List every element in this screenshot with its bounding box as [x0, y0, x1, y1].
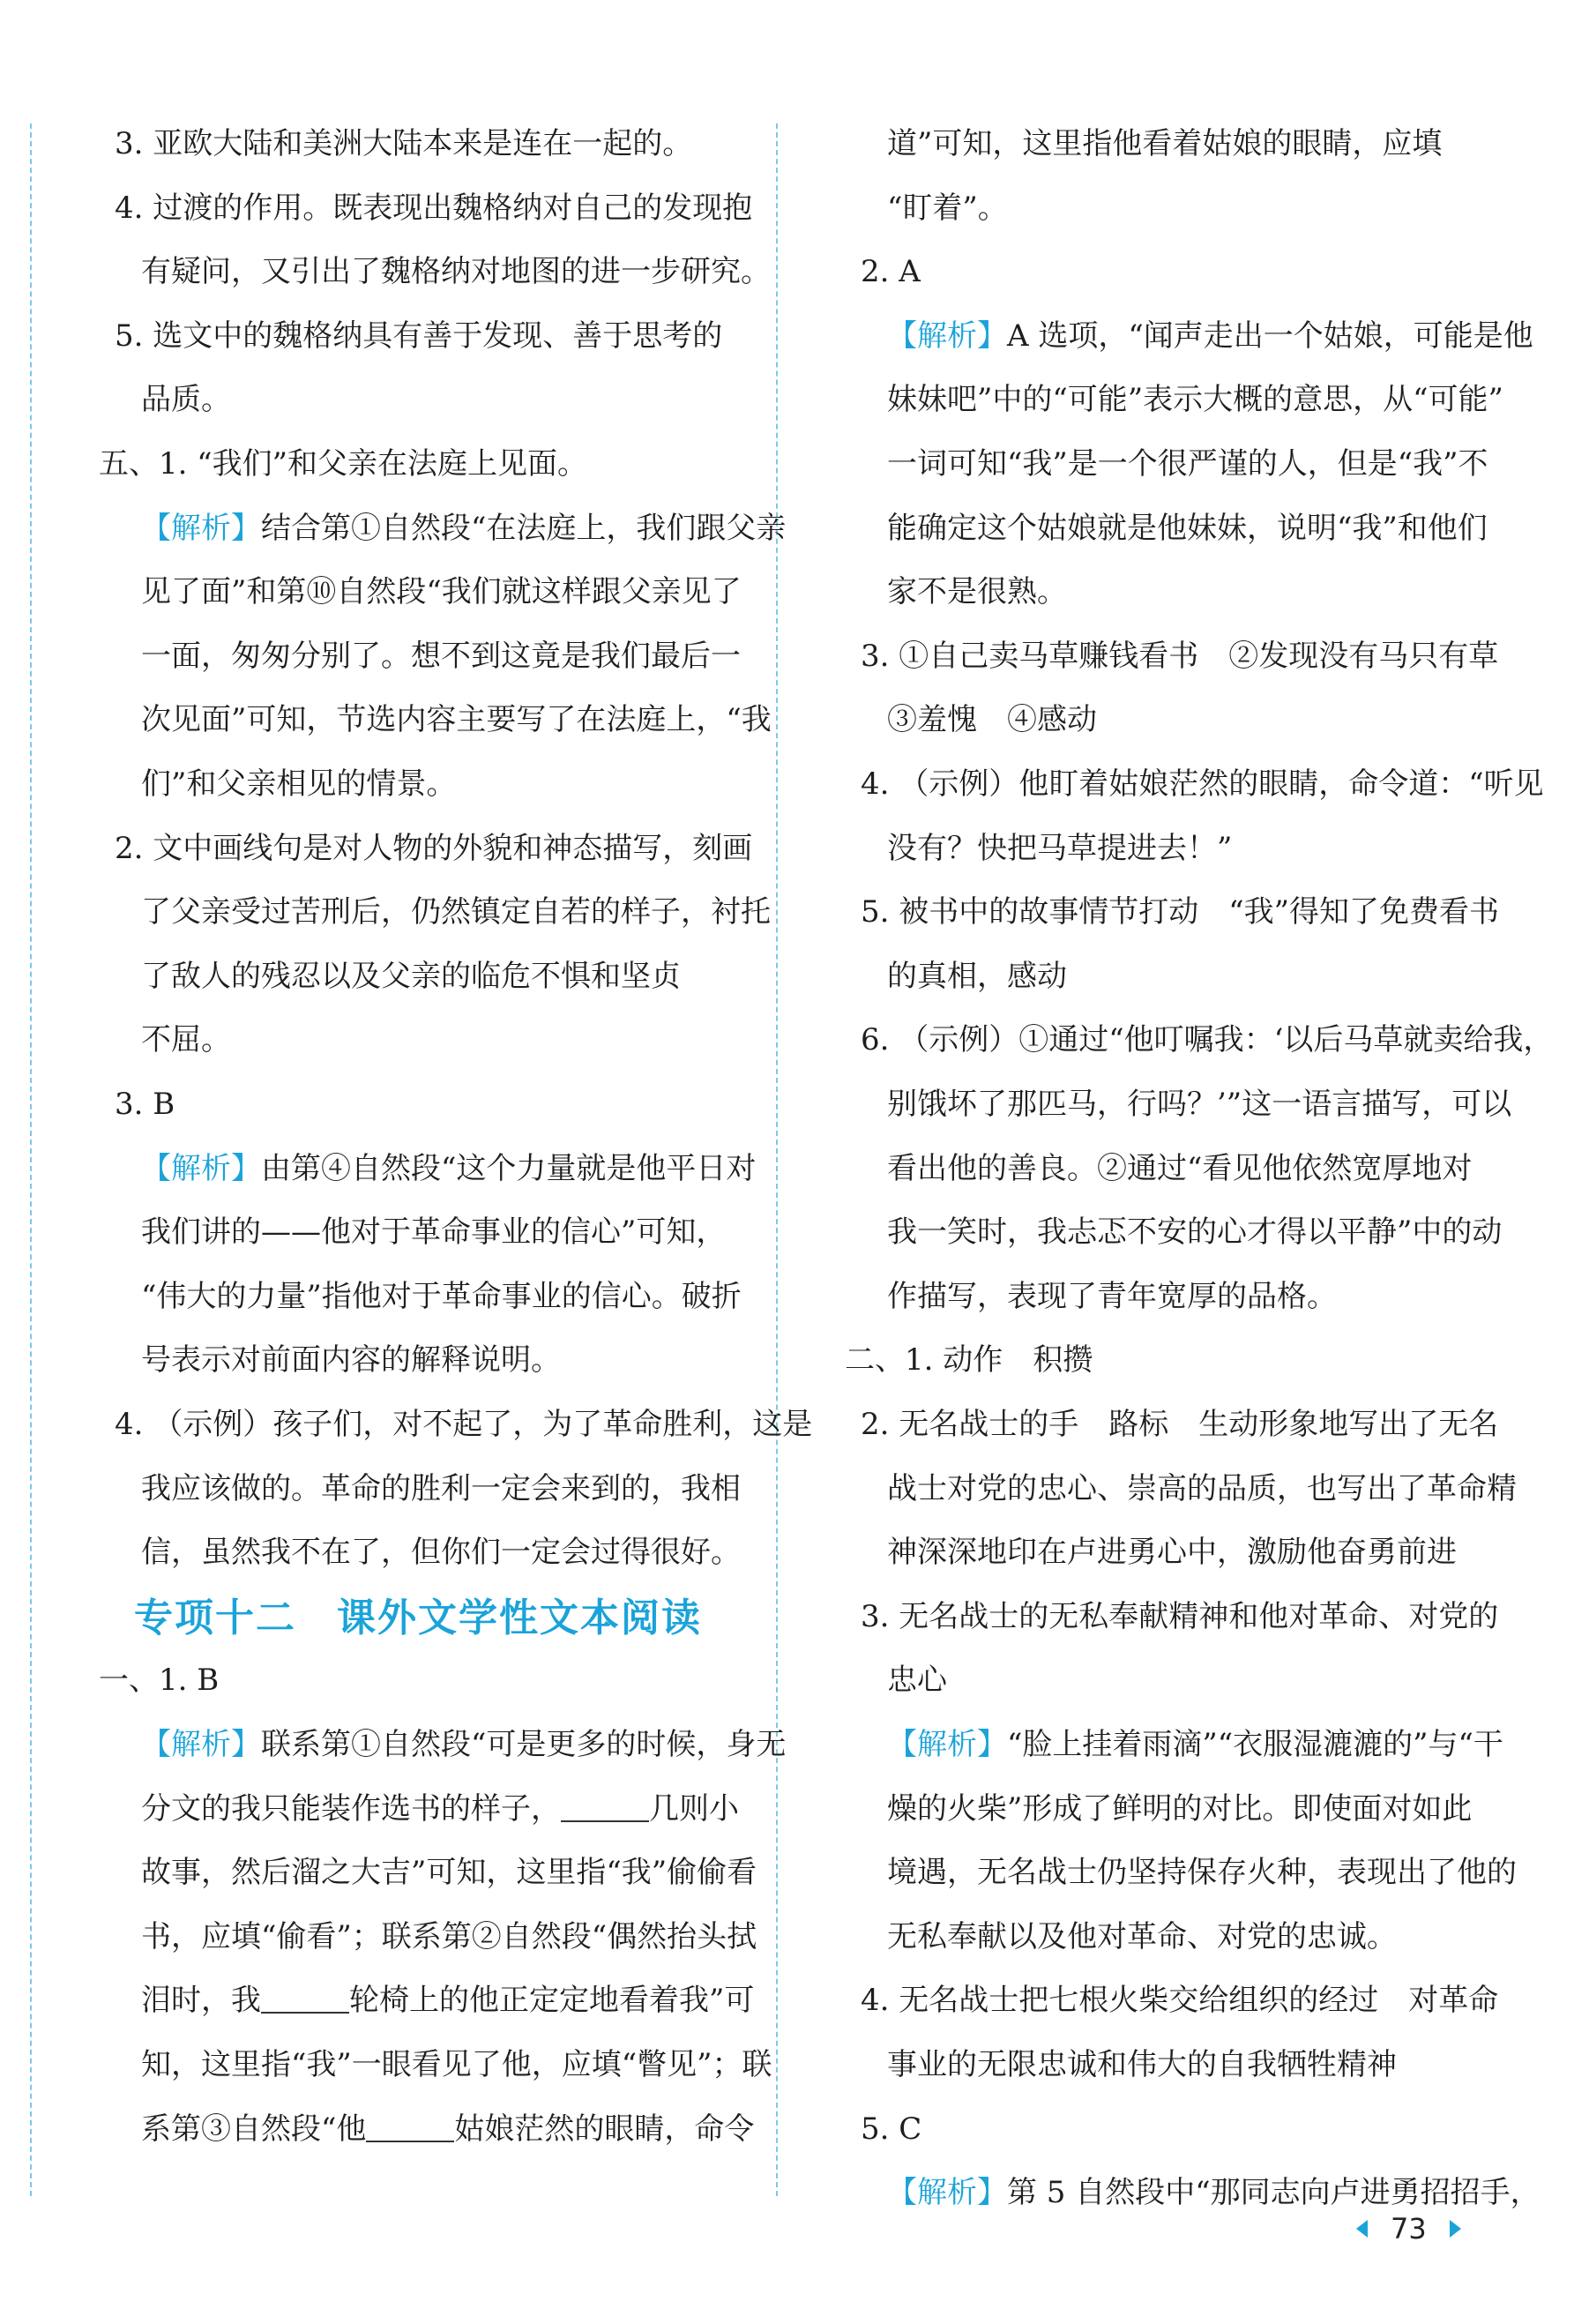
line-text: 见了面”和第⑩自然段“我们就这样跟父亲见了 — [141, 574, 742, 610]
line-text: 能确定这个姑娘就是他妹妹，说明“我”和他们 — [887, 510, 1488, 546]
line-text: 燥的火柴”形成了鲜明的对比。即使面对如此 — [887, 1790, 1473, 1827]
answer-line — [141, 2036, 772, 2094]
line-text-after-blank: 姑娘茫然的眼睛，命令 — [454, 2111, 755, 2147]
answer-line — [887, 947, 1067, 1005]
answer-line — [887, 115, 1442, 173]
answer-line — [141, 1908, 757, 1966]
answer-line — [887, 1075, 1511, 1133]
answer-line — [887, 1908, 1397, 1966]
answer-line — [115, 179, 752, 237]
analysis-tag: 【解析】 — [141, 510, 261, 546]
answer-line — [887, 1523, 1457, 1581]
line-text: 3. ①自己卖马草赚钱看书 ②发现没有马只有草 — [861, 638, 1499, 674]
line-text: 6. （示例）①通过“他叮嘱我：‘以后马草就卖给我， — [861, 1022, 1554, 1058]
answer-line — [887, 819, 1232, 878]
line-text: 分文的我只能装作选书的样子， — [141, 1790, 561, 1827]
section-heading — [134, 1589, 702, 1648]
answer-line — [141, 1523, 741, 1581]
left-margin-dashed-line — [30, 123, 32, 2196]
answer-line — [115, 115, 692, 173]
answer-line — [887, 499, 1488, 557]
line-text: 4. 过渡的作用。既表现出魏格纳对自己的发现抱 — [115, 190, 753, 226]
page-footer — [1356, 2207, 1461, 2251]
answer-line — [141, 1203, 726, 1261]
answer-line — [115, 307, 722, 365]
line-text: 别饿坏了那匹马，行吗？’”这一语言描写，可以 — [887, 1087, 1512, 1122]
line-text: 我应该做的。革命的胜利一定会来到的，我相 — [141, 1470, 741, 1506]
line-text: 5. C — [861, 2111, 922, 2147]
answer-line — [861, 883, 1499, 941]
answer-line — [115, 1395, 812, 1453]
line-text: 联系第①自然段“可是更多的时候，身无 — [261, 1727, 787, 1762]
answer-line — [861, 1588, 1498, 1646]
answer-line — [141, 947, 681, 1005]
line-text: 的真相，感动 — [887, 958, 1067, 994]
line-text-after-blank: 几则小 — [649, 1790, 739, 1827]
line-text: 5. 被书中的故事情节打动 “我”得知了免费看书 — [861, 894, 1500, 930]
line-text: 一面，匆匆分别了。想不到这竟是我们最后一 — [141, 638, 741, 674]
line-text: 了敌人的残忍以及父亲的临危不惧和坚贞 — [141, 958, 681, 994]
answer-line — [861, 1011, 1553, 1069]
line-text: 神深深地印在卢进勇心中，激励他奋勇前进 — [887, 1535, 1457, 1571]
answer-line — [141, 1267, 742, 1326]
answer-line — [141, 1971, 754, 2029]
answer-line — [887, 2036, 1397, 2094]
line-text: A 选项，“闻声走出一个姑娘，可能是他 — [1007, 318, 1533, 354]
answer-line — [141, 1011, 231, 1069]
line-text: 泪时，我 — [141, 1983, 261, 2019]
line-text: 次见面”可知，节选内容主要写了在法庭上，“我 — [141, 702, 772, 738]
answer-line — [141, 1331, 561, 1389]
answer-line — [887, 370, 1503, 429]
line-text: 二、1. 动作 积攒 — [845, 1342, 1093, 1379]
line-text: 一、1. B — [99, 1663, 220, 1699]
answer-line — [887, 435, 1488, 493]
line-text: 4. （示例）他盯着姑娘茫然的眼睛，命令道：“听见 — [861, 766, 1544, 802]
analysis-tag: 【解析】 — [887, 1727, 1007, 1762]
line-text: 第 5 自然段中“那同志向卢进勇招招手， — [1007, 2175, 1541, 2211]
answer-line — [141, 563, 742, 621]
line-text: 道”可知，这里指他看着姑娘的眼睛，应填 — [887, 126, 1443, 161]
line-text: 了父亲受过苦刑后，仍然镇定自若的样子，衬托 — [141, 894, 771, 930]
answer-line — [141, 883, 771, 941]
line-text: 家不是很熟。 — [887, 574, 1067, 610]
fill-in-blank — [561, 1794, 649, 1822]
line-text: 2. 文中画线句是对人物的外貌和神态描写，刻画 — [115, 830, 753, 866]
answer-line — [141, 1780, 739, 1838]
line-text: 信，虽然我不在了，但你们一定会过得很好。 — [141, 1535, 741, 1571]
analysis-tag: 【解析】 — [887, 2175, 1007, 2211]
analysis-tag: 【解析】 — [141, 1727, 261, 1762]
fill-in-blank — [366, 2114, 454, 2142]
line-text: 看出他的善良。②通过“看见他依然宽厚地对 — [887, 1150, 1473, 1186]
analysis-tag: 【解析】 — [141, 1150, 261, 1186]
answer-line — [887, 1780, 1472, 1838]
line-text: 号表示对前面内容的解释说明。 — [141, 1342, 561, 1379]
analysis-line — [141, 1140, 756, 1198]
line-text: 系第③自然段“他 — [141, 2111, 367, 2147]
line-text: 知，这里指“我”一眼看见了他，应填“瞥见”；联 — [141, 2047, 772, 2082]
line-text: 5. 选文中的魏格纳具有善于发现、善于思考的 — [115, 318, 723, 354]
line-text: 3. B — [115, 1087, 175, 1122]
line-text: 4. （示例）孩子们，对不起了，为了革命胜利，这是 — [115, 1407, 813, 1442]
line-text: 五、1. “我们”和父亲在法庭上见面。 — [99, 446, 588, 482]
column-divider-dashed-line — [776, 123, 778, 2196]
analysis-line — [887, 1715, 1503, 1774]
analysis-line — [141, 1715, 786, 1774]
line-text: 故事，然后溜之大吉”可知，这里指“我”偷偷看 — [141, 1855, 757, 1891]
section-heading-text: 专项十二 课外文学性文本阅读 — [134, 1595, 702, 1640]
answer-line — [861, 243, 921, 301]
line-text: 一词可知“我”是一个很严谨的人，但是“我”不 — [887, 446, 1488, 482]
analysis-line — [887, 307, 1533, 365]
answer-line — [141, 627, 741, 685]
page-number: 73 — [1391, 2212, 1427, 2246]
line-text: “脸上挂着雨滴”“衣服湿漉漉的”与“干 — [1007, 1727, 1503, 1762]
answer-line — [99, 1651, 219, 1709]
line-text: “伟大的力量”指他对于革命事业的信心。破折 — [141, 1278, 742, 1314]
answer-line — [115, 1075, 175, 1133]
fill-in-blank — [261, 1985, 349, 2014]
answer-line — [141, 243, 771, 301]
answer-line — [861, 1395, 1498, 1453]
next-page-triangle-icon — [1450, 2220, 1461, 2238]
line-text: “盯着”。 — [887, 190, 1008, 226]
answer-line — [887, 1843, 1517, 1902]
line-text: 结合第①自然段“在法庭上，我们跟父亲 — [261, 510, 787, 546]
line-text: 品质。 — [141, 382, 231, 418]
line-text: 境遇，无名战士仍坚持保存火种，表现出了他的 — [887, 1855, 1517, 1891]
analysis-tag: 【解析】 — [887, 318, 1007, 354]
line-text-after-blank: 轮椅上的他正定定地看着我”可 — [349, 1983, 755, 2019]
answer-line — [141, 755, 456, 813]
line-text: ③羞愧 ④感动 — [887, 702, 1097, 738]
line-text: 事业的无限忠诚和伟大的自我牺牲精神 — [887, 2047, 1397, 2082]
line-text: 我一笑时，我忐忑不安的心才得以平静”中的动 — [887, 1214, 1503, 1251]
answer-line — [141, 370, 231, 429]
answer-line — [861, 1971, 1498, 2029]
line-text: 战士对党的忠心、崇高的品质，也写出了革命精 — [887, 1470, 1517, 1506]
line-text: 忠心 — [887, 1663, 947, 1699]
answer-line — [141, 691, 772, 749]
line-text: 2. A — [861, 254, 921, 290]
line-text: 书，应填“偷看”；联系第②自然段“偶然抬头拭 — [141, 1918, 757, 1954]
answer-line — [887, 563, 1067, 621]
line-text: 由第④自然段“这个力量就是他平日对 — [261, 1150, 757, 1186]
answer-line — [845, 1331, 1093, 1389]
line-text: 3. 亚欧大陆和美洲大陆本来是连在一起的。 — [115, 126, 693, 161]
line-text: 3. 无名战士的无私奉献精神和他对革命、对党的 — [861, 1598, 1499, 1634]
line-text: 4. 无名战士把七根火柴交给组织的经过 对革命 — [861, 1983, 1499, 2019]
answer-line — [887, 179, 1008, 237]
analysis-line — [141, 499, 786, 557]
answer-line — [141, 2100, 754, 2158]
answer-line — [887, 1460, 1517, 1518]
answer-line — [887, 1267, 1337, 1326]
line-text: 妹妹吧”中的“可能”表示大概的意思，从“可能” — [887, 382, 1503, 418]
answer-line — [115, 819, 752, 878]
answer-line — [887, 691, 1097, 749]
line-text: 没有？快把马草提进去！” — [887, 830, 1233, 866]
answer-line — [887, 1651, 947, 1709]
answer-line — [141, 1843, 757, 1902]
answer-line — [861, 755, 1544, 813]
line-text: 无私奉献以及他对革命、对党的忠诚。 — [887, 1918, 1397, 1954]
answer-line — [861, 2100, 921, 2158]
answer-line — [887, 1140, 1472, 1198]
answer-line — [99, 435, 587, 493]
answer-line — [861, 627, 1498, 685]
answer-line — [887, 1203, 1502, 1261]
line-text: 们”和父亲相见的情景。 — [141, 766, 457, 802]
line-text: 有疑问，又引出了魏格纳对地图的进一步研究。 — [141, 254, 771, 290]
line-text: 作描写，表现了青年宽厚的品格。 — [887, 1278, 1337, 1314]
line-text: 2. 无名战士的手 路标 生动形象地写出了无名 — [861, 1407, 1499, 1442]
line-text: 我们讲的——他对于革命事业的信心”可知， — [141, 1214, 727, 1251]
previous-page-triangle-icon — [1356, 2220, 1368, 2238]
answer-line — [141, 1460, 741, 1518]
line-text: 不屈。 — [141, 1022, 231, 1058]
